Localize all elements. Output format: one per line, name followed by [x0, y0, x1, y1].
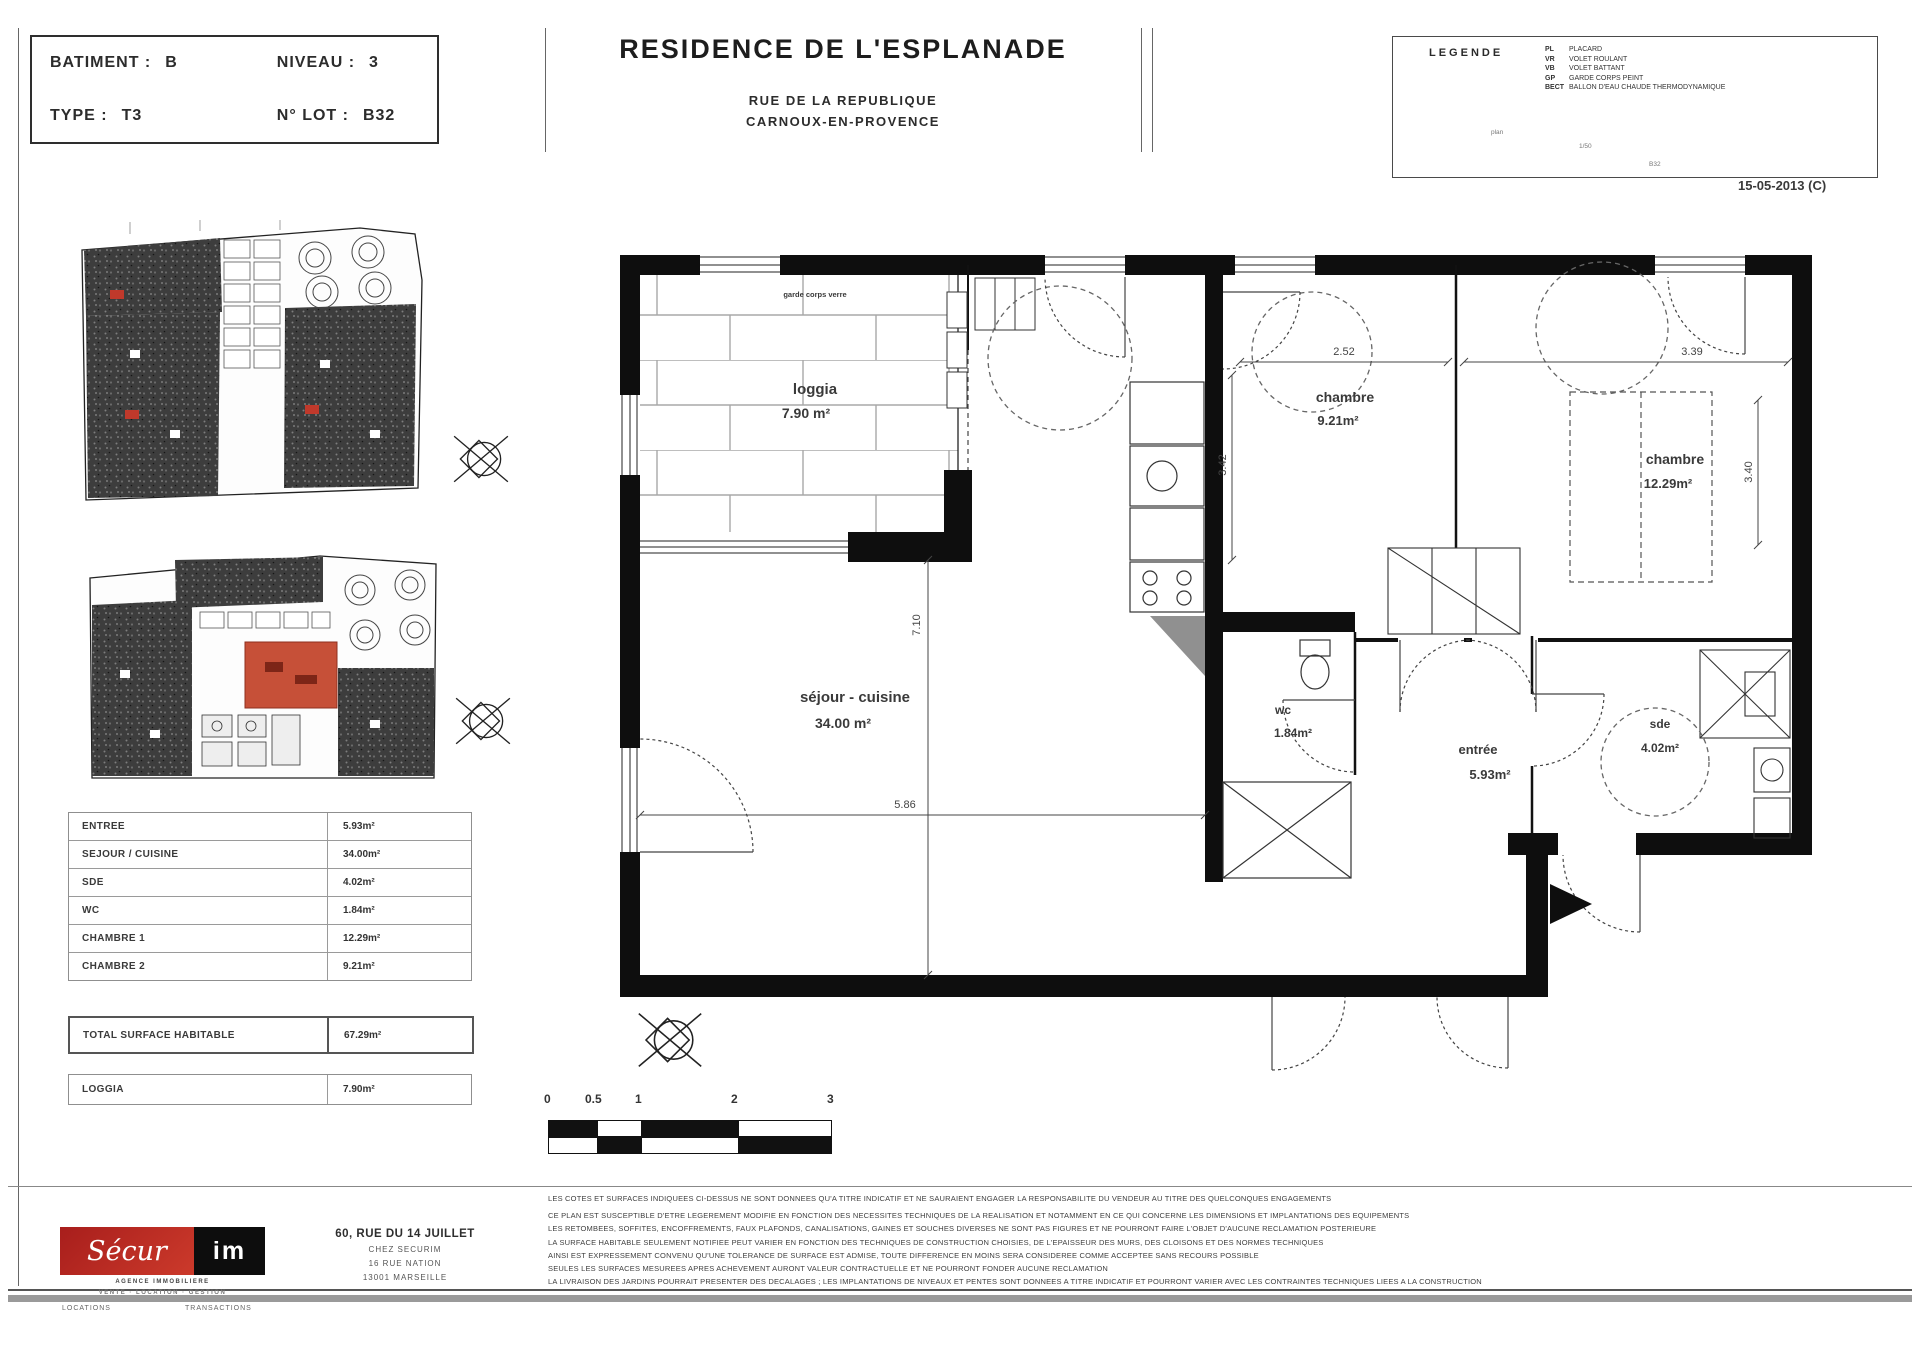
- title-block-id: [30, 35, 439, 144]
- room-chambre1-name: chambre: [1315, 389, 1375, 405]
- room-entree-area: 5.93m²: [1469, 767, 1511, 782]
- dim-chambre1-height: 3.42: [1217, 454, 1229, 476]
- batiment-value: B: [165, 54, 178, 72]
- room-sde-area: 4.02m²: [1640, 741, 1680, 755]
- agency-logo: [60, 1227, 265, 1275]
- room-note: garde corps verre: [783, 290, 847, 299]
- compass-icon: [452, 690, 514, 752]
- legal-line: LES COTES ET SURFACES INDIQUEES CI-DESSUS NE SONT DONNEES QU'A TITRE INDICATIF ET NE SAURAIENT ENGAGER LA RESPONSABILITE DU VENDEUR AU TITRE DES QUELCONQUES ENGAGEMENTS: [548, 1194, 1332, 1203]
- niveau-label: NIVEAU :: [276, 54, 356, 72]
- legal-line: LES RETOMBEES, SOFFITES, ENCOFFREMENTS, FAUX PLAFONDS, CANALISATIONS, GAINES ET SOUCHES DIVERSES NE SONT PAS FIGURES ET NE POURRONT FAIRE L'OBJET D'AUCUNE RECLAMATION POSTERIEURE: [548, 1224, 1377, 1234]
- legend-item: GP GARDE CORPS PEINT: [1545, 74, 1644, 82]
- legend-title: LEGENDE: [1429, 47, 1504, 59]
- logo-subline-1: AGENCE IMMOBILIERE: [115, 1279, 210, 1285]
- scale-bar-row-top: [548, 1120, 832, 1137]
- table-row: SDE 4.02m²: [69, 869, 471, 897]
- room-sejour-area: 34.00 m²: [814, 715, 872, 731]
- table-row: CHAMBRE 1 12.29m²: [69, 925, 471, 953]
- total-label: TOTAL SURFACE HABITABLE: [83, 1029, 235, 1041]
- table-row: SEJOUR / CUISINE 34.00m²: [69, 841, 471, 869]
- agency-line-3: 13001 MARSEILLE: [362, 1273, 448, 1282]
- dim-sejour-height: 7.10: [911, 614, 923, 636]
- loggia-tiles: [640, 275, 958, 532]
- scale-tick-05: 0.5: [585, 1092, 602, 1106]
- type-label: TYPE :: [50, 106, 108, 124]
- chambre1-wardrobe: [1388, 548, 1520, 634]
- legal-line: SEULES LES SURFACES MESUREES APRES ACHEVEMENT AURONT VALEUR CONTRACTUELLE ET NE POURRONT FONDER AUCUNE RECLAMATION: [548, 1264, 1109, 1274]
- legend-box: [1392, 36, 1878, 178]
- loggia-label: LOGGIA: [82, 1084, 124, 1095]
- agency-line-2: 16 RUE NATION: [368, 1259, 442, 1268]
- kitchen-fixtures: [1130, 382, 1205, 676]
- room-wc-area: 1.84m²: [1273, 726, 1313, 740]
- lot-value: B32: [362, 106, 396, 124]
- scale-bar-row-bottom: [548, 1137, 832, 1154]
- agency-address: [295, 1228, 515, 1282]
- kitchen-worktop-return: [1150, 616, 1205, 676]
- loggia-balustrade: [947, 292, 967, 408]
- header-sep-1: [545, 28, 546, 152]
- legend-meta-3: B32: [1649, 161, 1661, 168]
- niveau-value: 3: [369, 54, 379, 72]
- legal-line: AINSI EST EXPRESSEMENT CONVENU QU'UNE TOLERANCE DE SURFACE EST ADMISE, TOUTE DIFFERENCE EN MOINS SERA CONSIDEREE COMME ACCEPTEE SANS RECOURS POSSIBLE: [548, 1250, 1259, 1260]
- mini-site-plan-roof: [70, 220, 450, 520]
- agency-line-1: CHEZ SECURIM: [368, 1245, 442, 1254]
- room-chambre2-area: 12.29m²: [1643, 476, 1693, 491]
- rule-bottom-thin: [8, 1289, 1912, 1291]
- address-street: RUE DE LA REPUBLIQUE: [748, 93, 938, 108]
- scale-tick-1: 1: [635, 1092, 642, 1106]
- legend-item: VB VOLET BATTANT: [1545, 65, 1625, 72]
- dim-chambre2-width: 3.39: [1681, 346, 1703, 358]
- header-sep-3: [1152, 28, 1153, 152]
- room-chambre1-area: 9.21m²: [1317, 413, 1359, 428]
- legend-meta-1: plan: [1491, 129, 1504, 136]
- table-row: ENTREE 5.93m²: [69, 813, 471, 841]
- hall-closet: [975, 278, 1035, 330]
- table-row: CHAMBRE 2 9.21m²: [69, 953, 471, 980]
- legal-line: LA SURFACE HABITABLE SEULEMENT NOTIFIEE PEUT VARIER EN FONCTION DES TECHNIQUES DE CONSTRUCTION CHOISIES, DE L'EPAISSEUR DES MURS, DES CLOISONS ET DES NORMES TECHNIQUES: [548, 1237, 1324, 1247]
- title-block: [560, 34, 1126, 129]
- room-loggia-name: loggia: [792, 381, 838, 398]
- compass-icon: [450, 428, 512, 490]
- mini-site-plan-level: [80, 550, 460, 795]
- rule-bottom-bar: [8, 1295, 1912, 1302]
- legend-meta-2: 1/50: [1579, 143, 1592, 150]
- entry-closet: [1223, 782, 1351, 878]
- wc-fixtures: [1300, 640, 1330, 689]
- lot-label: N° LOT :: [276, 106, 349, 124]
- table-row: WC 1.84m²: [69, 897, 471, 925]
- legend-item: VR VOLET ROULANT: [1545, 55, 1628, 63]
- logo-subline-2: VENTE · LOCATION · GESTION: [98, 1290, 227, 1296]
- compass-icon: [634, 1002, 706, 1078]
- page-title: RESIDENCE DE L'ESPLANADE: [619, 34, 1067, 64]
- batiment-label: BATIMENT :: [50, 54, 152, 72]
- siteplan1-dim-ticks: [130, 220, 280, 234]
- total-value: 67.29m²: [327, 1018, 472, 1052]
- type-value: T3: [121, 106, 143, 124]
- legend-item: BECT BALLON D'EAU CHAUDE THERMODYNAMIQUE: [1545, 84, 1726, 91]
- sde-fixtures: [1700, 650, 1790, 838]
- agency-street: 60, RUE DU 14 JUILLET: [335, 1228, 475, 1240]
- table-loggia-row: [68, 1074, 472, 1105]
- legend-item: PL PLACARD: [1545, 46, 1603, 53]
- scale-tick-0: 0: [544, 1092, 551, 1106]
- area-table: [68, 812, 472, 981]
- floor-plan: [540, 198, 1890, 1100]
- logo-red-part: Sécur: [60, 1227, 194, 1275]
- scale-tick-3: 3: [827, 1092, 834, 1106]
- legal-line: CE PLAN EST SUSCEPTIBLE D'ETRE LEGEREMENT MODIFIE EN FONCTION DES NECESSITES TECHNIQUES DE LA REALISATION ET NOTAMMENT EN CE QUI CONCERNE LES DIMENSIONS ET IMPLANTATIONS DES EQUIPEMENTS: [548, 1211, 1410, 1221]
- table-total-row: [68, 1016, 474, 1054]
- room-sejour-name: séjour - cuisine: [799, 689, 911, 706]
- address-city: CARNOUX-EN-PROVENCE: [746, 114, 940, 129]
- dim-chambre2-height: 3.40: [1743, 461, 1755, 483]
- rule-above-legal: [8, 1186, 1912, 1187]
- dim-sejour-width: 5.86: [894, 799, 916, 811]
- room-loggia-area: 7.90 m²: [781, 405, 831, 421]
- logo-footnote-2: TRANSACTIONS: [185, 1305, 252, 1312]
- room-entree-name: entrée: [1458, 742, 1498, 757]
- room-sde-name: sde: [1649, 717, 1671, 731]
- legal-line: LA LIVRAISON DES JARDINS POURRAIT PRESENTER DES DECALAGES ; LES IMPLANTATIONS DE NIVEAUX ET PENTES SONT DONNEES A TITRE INDICATIF ET POURRONT VARIER AVEC LES CONTRAINTES TECHNIQUES LIEES A LA CONSTRUCTION: [548, 1277, 1482, 1287]
- plan-date: 15-05-2013 (C): [1738, 178, 1827, 193]
- legend-items: [1545, 45, 1725, 93]
- logo-footnote-1: LOCATIONS: [62, 1305, 111, 1312]
- logo-black-part: im: [194, 1227, 265, 1275]
- room-chambre2-name: chambre: [1645, 451, 1705, 467]
- room-wc-name: wc: [1274, 703, 1292, 717]
- legal-notes: [548, 1192, 1878, 1288]
- loggia-value: 7.90m²: [327, 1075, 471, 1104]
- sheet-left-border: [18, 28, 19, 1286]
- scale-tick-2: 2: [731, 1092, 738, 1106]
- siteplan2-highlighted-lot: [245, 642, 337, 708]
- dim-chambre1-width: 2.52: [1333, 346, 1355, 358]
- header-sep-2: [1141, 28, 1142, 152]
